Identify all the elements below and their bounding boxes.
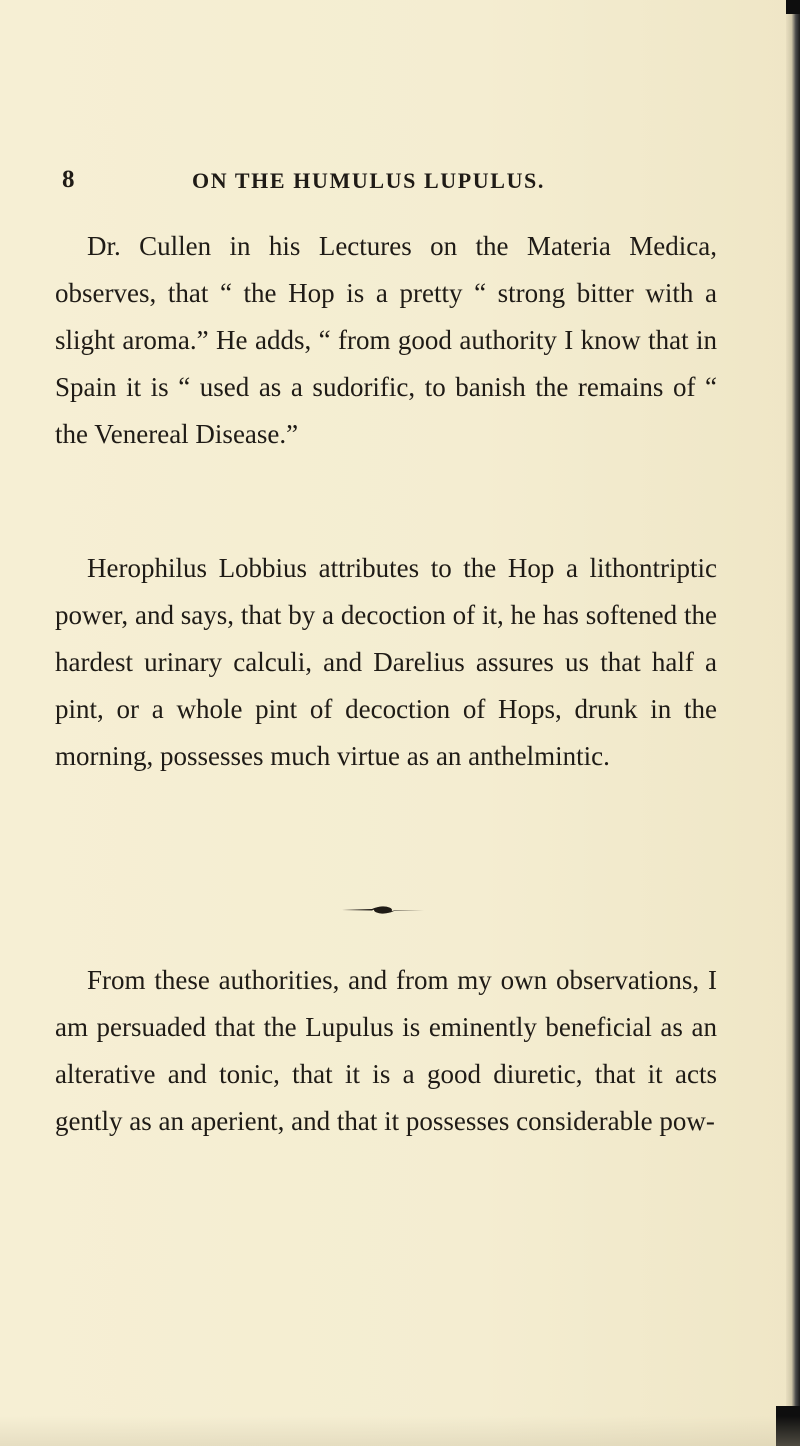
page-binding-edge <box>786 0 800 1446</box>
paragraph-herophilus <box>55 545 717 780</box>
paragraph-cullen <box>55 223 717 458</box>
paragraph-text: From these authorities, and from my own observations, I am persuaded that the Lupulus is eminently beneficial as an alterative and tonic, that it is a good diuretic, that it acts gently as an aperient, and that it possesses considerable pow- <box>55 965 717 1136</box>
scan-corner-mark <box>786 0 800 14</box>
paragraph-conclusion <box>55 957 717 1145</box>
running-title: ON THE HUMULUS LUPULUS. <box>192 168 545 193</box>
paragraph-text: Dr. Cullen in his Lectures on the Materia Medica, observes, that “ the Hop is a pretty “ strong bitter with a slight aroma.” He adds, “ from good authority I know that in Spain it is “ used as a sudorific, to banish the remains of “ the Venereal Disease.” <box>55 231 717 449</box>
page-bottom-edge <box>0 1416 800 1446</box>
page-header <box>62 166 762 198</box>
ornament-rule-icon <box>342 905 424 915</box>
page-number: 8 <box>62 166 75 193</box>
paragraph-text: Herophilus Lobbius attributes to the Hop a lithontriptic power, and says, that by a decoction of it, he has softened the hardest urinary calculi, and Darelius assures us that half a pint, or a whole pint of decoction of Hops, drunk in the morning, possesses much virtue as an anthelmintic. <box>55 553 717 771</box>
